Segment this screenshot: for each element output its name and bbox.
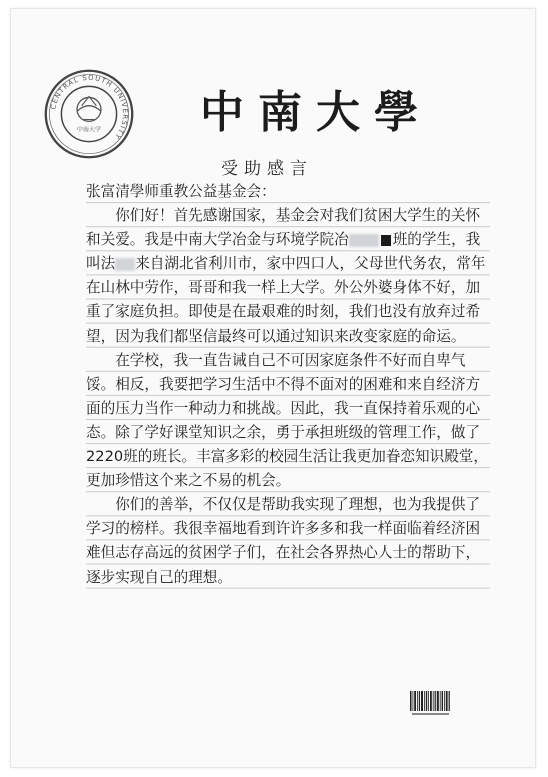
letter-title: 受助感言	[221, 159, 313, 179]
letter-salutation: 张富清學师重教公益基金会：	[86, 183, 276, 200]
letter-paragraph-3: 你们的善举，不仅仅是帮助我实现了理想，也为我提供了学习的榜样。我很幸福地看到许许多多和我一样面临着经济困难但志存高远的贫困学子们，在社会各界热心人士的帮助下，逐步实现自己的理想。	[86, 496, 481, 586]
letter-paragraph-1	[86, 204, 490, 349]
letter-body	[86, 180, 490, 590]
barcode-image	[410, 691, 451, 717]
paragraph-1-text-b: 班的学生，我叫法	[86, 231, 481, 273]
university-seal-logo	[43, 68, 135, 160]
letter-page	[10, 8, 536, 768]
redacted-name-block	[115, 258, 135, 271]
svg-text:中南大学: 中南大学	[77, 126, 101, 134]
redacted-text-block	[349, 234, 379, 247]
svg-text:CENTRAL SOUTH UNIVERSITY: CENTRAL SOUTH UNIVERSITY	[49, 73, 130, 141]
paragraph-1-text-a: 你们好！首先感谢国家，基金会对我们贫困大学生的关怀和关爱。我是中南大学冶金与环境学院冶	[86, 207, 481, 249]
redacted-text-mark	[381, 235, 391, 246]
university-name-heading: 中南大學	[200, 86, 432, 138]
paragraph-1-text-c: 来自湖北省利川市，家中四口人，父母世代务农，常年在山林中劳作，哥哥和我一样上大学。外公外婆身体不好，加重了家庭负担。即使是在最艰难的时刻，我们也没有放弃过希望，因为我们都坚信最终可以通过知识来改变家庭的命运。	[86, 255, 486, 345]
letter-paragraph-2: 在学校，我一直告诫自己不可因家庭条件不好而自卑气馁。相反，我要把学习生活中不得不面对的困难和来自经济方面的压力当作一种动力和挑战。因此，我一直保持着乐观的心态。除了学好课堂知识之余，勇于承担班级的管理工作，做了2220班的班长。丰富多彩的校园生活让我更加眷恋知识殿堂，更加珍惜这个来之不易的机会。	[86, 351, 488, 490]
